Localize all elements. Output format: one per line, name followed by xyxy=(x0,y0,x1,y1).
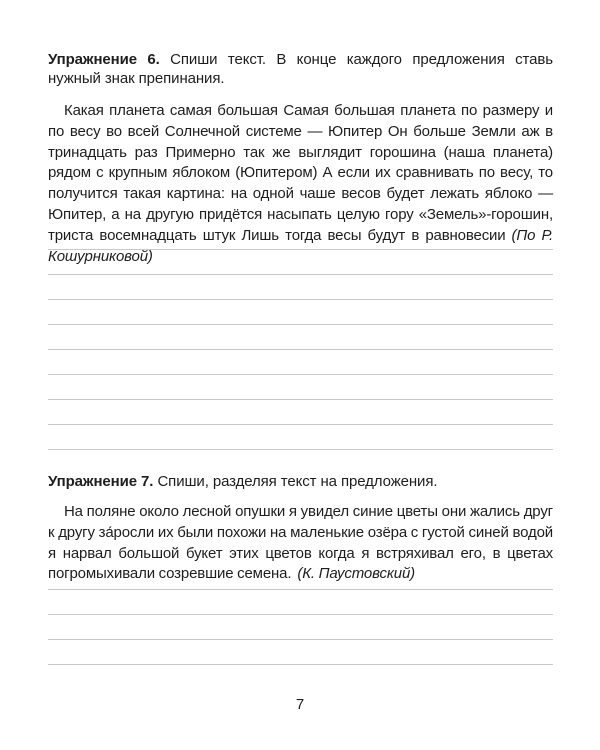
writing-line[interactable] xyxy=(48,639,553,640)
exercise-7-attribution: (К. Паустовский) xyxy=(297,565,415,583)
writing-line[interactable] xyxy=(48,424,553,425)
exercise-6-attribution: (По Р. Кошурниковой) xyxy=(48,226,553,265)
exercise-7-label: Упражнение 7. xyxy=(48,473,154,490)
exercise-6-label: Упражнение 6. xyxy=(48,51,160,68)
exercise-7-text-block xyxy=(48,502,553,585)
writing-line[interactable] xyxy=(48,449,553,450)
exercise-6 xyxy=(48,50,553,267)
exercise-6-instruction: Спиши текст. В конце каждого предложения ставь нужный знак препинания. xyxy=(48,51,553,87)
writing-line[interactable] xyxy=(48,374,553,375)
writing-line[interactable] xyxy=(48,589,553,590)
exercise-6-text: Какая планета самая большая Самая большая планета по размеру и по весу во всей Солнечной системе — Юпитер Он больше Земли аж в тринадцать раз Примерно так же выглядит горошина (наша планета) рядом с крупным яблоком (Юпитером) А если их сравнивать по весу, то получится такая картина: на одной чаше весов будет лежать яблоко — Юпитер, а на другую придётся насыпать целую гору «Земель»-горошин, триста восемнадцать штук Лишь тогда весы будут в равновесии xyxy=(48,102,553,244)
exercise-6-heading xyxy=(48,50,553,88)
exercise-7-text: На поляне около лесной опушки я увидел синие цветы они жались друг к другу за́росли их были похожи на маленькие озёра с густой синей водой я нарвал большой букет этих цветов когда я встряхивал его, в цветах погромыхивали созревшие семена. xyxy=(48,503,553,583)
writing-line[interactable] xyxy=(48,249,553,250)
writing-line[interactable] xyxy=(48,399,553,400)
writing-line[interactable] xyxy=(48,274,553,275)
writing-line[interactable] xyxy=(48,349,553,350)
exercise-7-instruction: Спиши, разделяя текст на предложения. xyxy=(157,473,438,490)
page-number: 7 xyxy=(295,696,305,713)
writing-line[interactable] xyxy=(48,324,553,325)
writing-line[interactable] xyxy=(48,664,553,665)
writing-line[interactable] xyxy=(48,614,553,615)
writing-line[interactable] xyxy=(48,299,553,300)
exercise-6-text-block xyxy=(48,101,553,267)
exercise-7 xyxy=(48,472,553,585)
exercise-7-heading xyxy=(48,472,553,491)
